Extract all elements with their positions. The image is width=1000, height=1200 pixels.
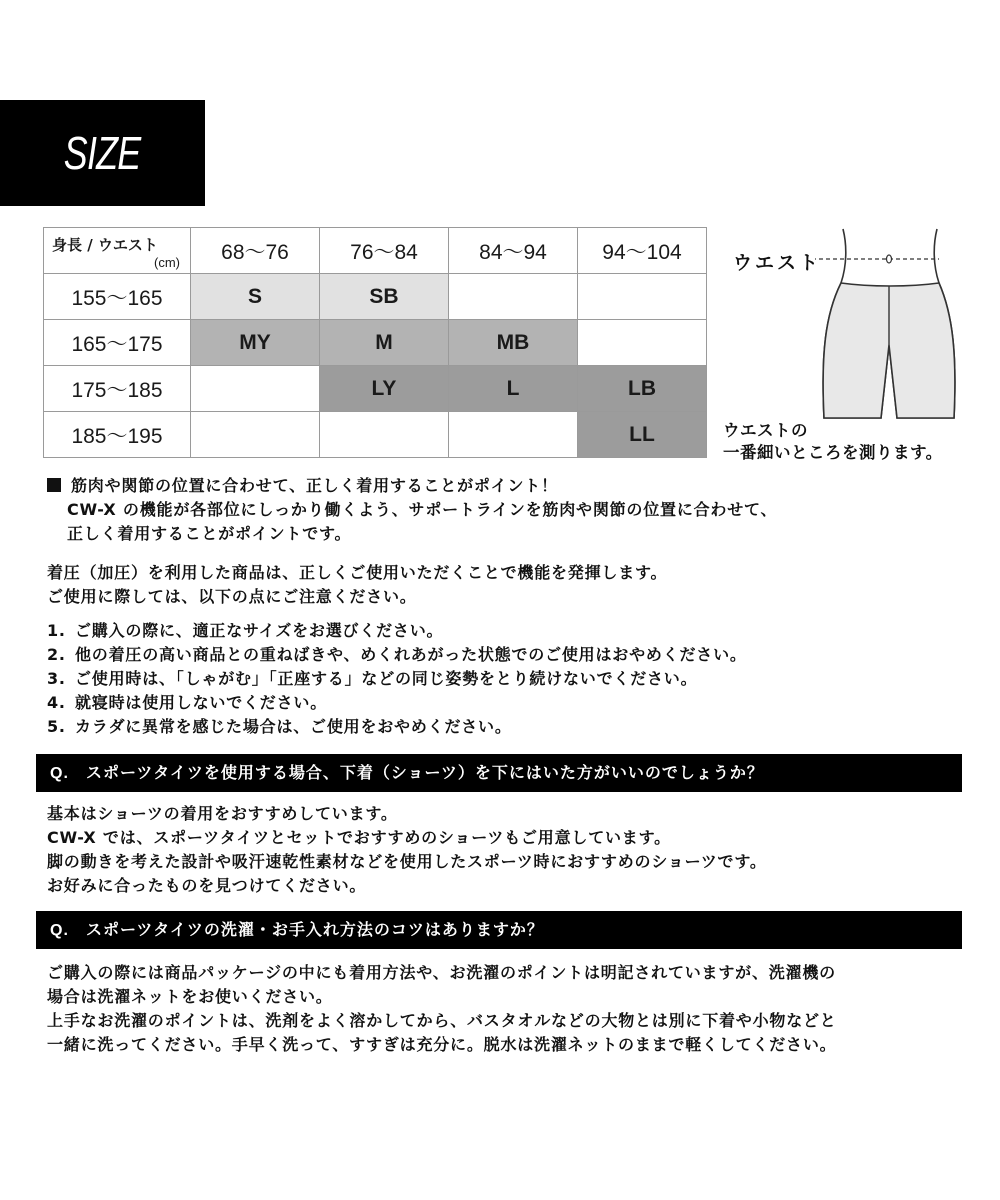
list-number: 2. [47,645,66,664]
list-number: 4. [47,693,66,712]
size-cell [191,366,320,412]
faq-question-bar [36,911,962,949]
wearing-point-heading [47,474,558,498]
waist-label: ウエスト [733,252,822,274]
answer-line: 場合は洗濯ネットをお使いください。 [47,987,333,1006]
faq-answer [47,802,767,898]
list-item [47,715,747,739]
faq-answer [47,961,837,1057]
waist-note-line: ウエストの [723,421,808,440]
square-bullet-icon [47,478,61,492]
column-header: 94〜104 [578,228,707,274]
list-item [47,619,747,643]
answer-line: ご購入の際には商品パッケージの中にも着用方法や、お洗濯のポイントは明記されていますが、洗濯機の [47,963,836,982]
answer-line: 上手なお洗濯のポイントは、洗剤をよく溶かしてから、バスタオルなどの大物とは別に下着や小物などと [47,1011,837,1030]
list-number: 5. [47,717,66,736]
list-item [47,667,747,691]
answer-line: 脚の動きを考えた設計や吸汗速乾性素材などを使用したスポーツ時におすすめのショーツです。 [47,852,767,871]
caution-intro [47,561,667,609]
row-header: 165〜175 [44,320,191,366]
table-row [44,274,707,320]
table-header-row [44,228,707,274]
size-cell [320,412,449,458]
row-header: 185〜195 [44,412,191,458]
size-cell: S [191,274,320,320]
question-prefix: Q. [50,922,69,939]
size-cell [449,274,578,320]
table-row [44,412,707,458]
size-cell [578,320,707,366]
column-header: 84〜94 [449,228,578,274]
question-text: スポーツタイツの洗濯・お手入れ方法のコツはありますか？ [86,920,544,939]
paragraph-line: ご使用に際しては、以下の点にご注意ください。 [47,587,417,606]
size-cell: L [449,366,578,412]
waist-measure-note [723,420,943,464]
answer-line: CW-X では、スポーツタイツとセットでおすすめのショーツもご用意しています。 [47,828,671,847]
size-cell: LL [578,412,707,458]
table-corner-header [44,228,191,274]
size-cell: M [320,320,449,366]
size-title: SIZE [64,127,141,179]
list-text: ご使用時は、「しゃがむ」「正座する」などの同じ姿勢をとり続けないでください。 [75,669,698,688]
tights-waist-illustration-icon [815,225,965,420]
list-item [47,643,747,667]
faq-question-bar [36,754,962,792]
list-text: ご購入の際に、適正なサイズをお選びください。 [75,621,444,640]
size-cell: MB [449,320,578,366]
answer-line: お好みに合ったものを見つけてください。 [47,876,367,895]
size-title-badge [0,100,205,206]
size-chart-table [43,227,707,458]
corner-label: 身長 / ウエスト [52,236,158,254]
list-number: 3. [47,669,66,688]
table-row [44,320,707,366]
corner-unit: (cm) [154,255,180,270]
paragraph-line: 正しく着用することがポイントです。 [67,524,352,543]
column-header: 68〜76 [191,228,320,274]
row-header: 175〜185 [44,366,191,412]
size-cell [449,412,578,458]
wearing-point-heading-text: 筋肉や関節の位置に合わせて、正しく着用することがポイント！ [71,476,558,495]
question-text: スポーツタイツを使用する場合、下着（ショーツ）を下にはいた方がいいのでしょうか？ [86,763,764,782]
list-text: 就寝時は使用しないでください。 [75,693,328,712]
size-cell: SB [320,274,449,320]
list-number: 1. [47,621,66,640]
size-cell: LB [578,366,707,412]
size-cell [578,274,707,320]
table-row [44,366,707,412]
row-header: 155〜165 [44,274,191,320]
question-prefix: Q. [50,765,69,782]
wearing-point-body [67,498,777,546]
size-cell [191,412,320,458]
list-text: 他の着圧の高い商品との重ねばきや、めくれあがった状態でのご使用はおやめください。 [75,645,747,664]
answer-line: 基本はショーツの着用をおすすめしています。 [47,804,398,823]
size-cell: LY [320,366,449,412]
column-header: 76〜84 [320,228,449,274]
list-item [47,691,747,715]
waist-note-line: 一番細いところを測ります。 [723,443,943,462]
answer-line: 一緒に洗ってください。手早く洗って、すすぎは充分に。脱水は洗濯ネットのままで軽くしてください。 [47,1035,837,1054]
paragraph-line: 着圧（加圧）を利用した商品は、正しくご使用いただくことで機能を発揮します。 [47,563,668,582]
caution-list [47,619,747,739]
size-cell: MY [191,320,320,366]
list-text: カラダに異常を感じた場合は、ご使用をおやめください。 [75,717,512,736]
paragraph-line: CW-X の機能が各部位にしっかり働くよう、サポートラインを筋肉や関節の位置に合わせて、 [67,500,778,519]
